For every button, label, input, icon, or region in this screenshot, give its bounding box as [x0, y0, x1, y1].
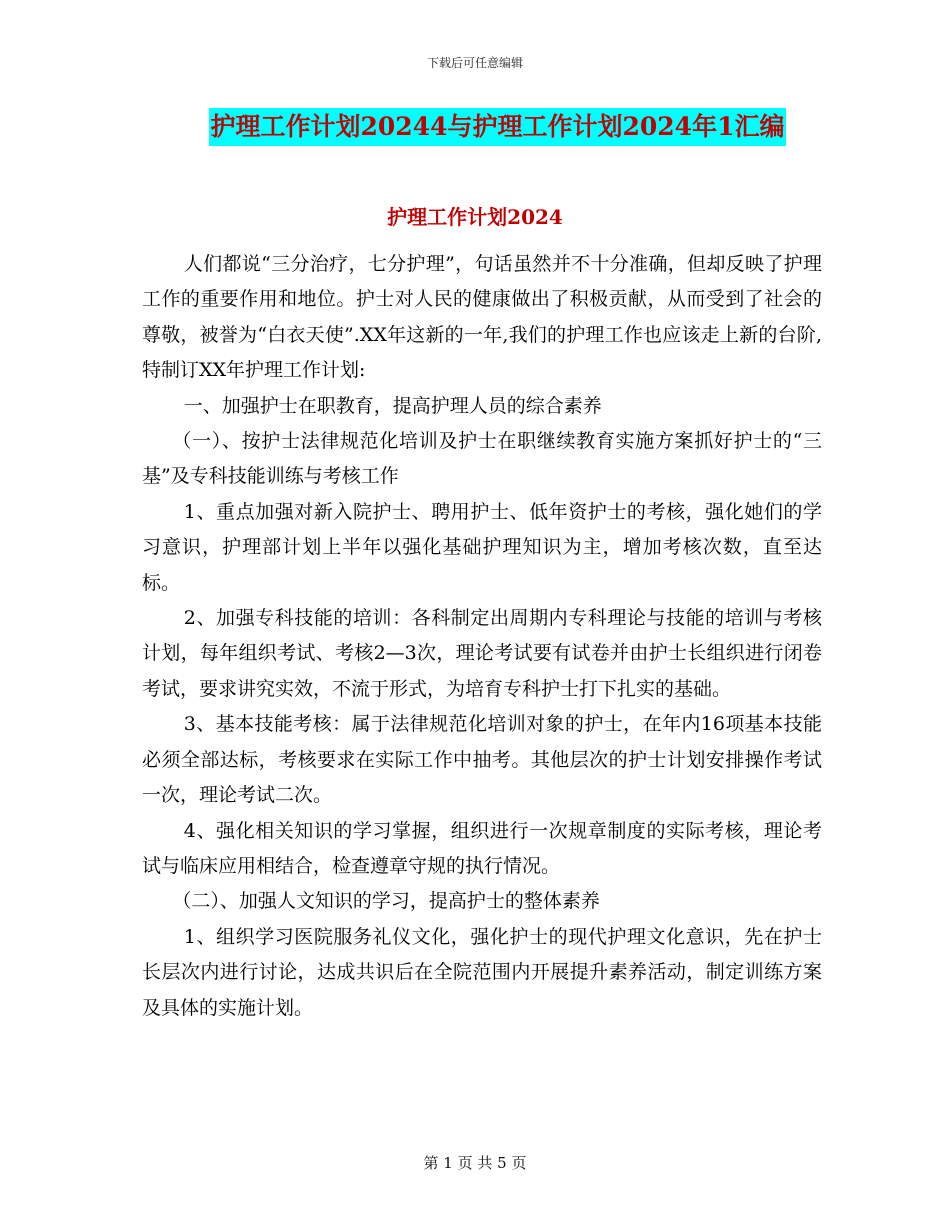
paragraph-intro: 人们都说“三分治疗，七分护理”，句话虽然并不十分准确，但却反映了护理工作的重要作用和地位。护士对人民的健康做出了积极贡献，从而受到了社会的尊敬，被誉为“白衣天使”.XX年这新的一年,我们的护理工作也应该走上新的台阶,特制订XX年护理工作计划:: [142, 253, 822, 382]
header-note: 下载后可任意编辑: [426, 56, 523, 70]
paragraph-item-3: 3、基本技能考核：属于法律规范化培训对象的护士，在年内16项基本技能必须全部达标，考核要求在实际工作中抽考。其他层次的护士计划安排操作考试一次，理论考试二次。: [142, 713, 822, 807]
document-title-container: [0, 108, 950, 146]
page-number-footer: 第 1 页 共 5 页: [423, 1154, 527, 1172]
paragraph-heading-1: 一、加强护士在职教育，提高护理人员的综合素养: [183, 394, 602, 417]
paragraph-item-5: 1、组织学习医院服务礼仪文化，强化护士的现代护理文化意识，先在护士长层次内进行讨论，达成共识后在全院范围内开展提升素养活动，制定训练方案及具体的实施计划。: [142, 925, 822, 1019]
paragraph-item-4: 4、强化相关知识的学习掌握，组织进行一次规章制度的实际考核，理论考试与临床应用相结合，检查遵章守规的执行情况。: [142, 819, 822, 877]
paragraph-item-1: 1、重点加强对新入院护士、聘用护士、低年资护士的考核，强化她们的学习意识，护理部计划上半年以强化基础护理知识为主，增加考核次数，直至达标。: [142, 500, 822, 594]
paragraph-subheading-1: （一）、按护士法律规范化培训及护士在职继续教育实施方案抓好护士的“三基”及专科技能训练与考核工作: [142, 430, 822, 488]
paragraph-item-2: 2、加强专科技能的培训：各科制定出周期内专科理论与技能的培训与考核计划，每年组织考试、考核2—3次，理论考试要有试卷并由护士长组织进行闭卷考试，要求讲究实效，不流于形式，为培育专科护士打下扎实的基础。: [142, 607, 822, 700]
paragraph-subheading-2: （二）、加强人文知识的学习，提高护士的整体素养: [172, 890, 600, 913]
document-title: 护理工作计划20244与护理工作计划2024年1汇编: [209, 108, 787, 146]
section-title: 护理工作计划2024: [387, 205, 563, 229]
document-body: [142, 247, 822, 1026]
